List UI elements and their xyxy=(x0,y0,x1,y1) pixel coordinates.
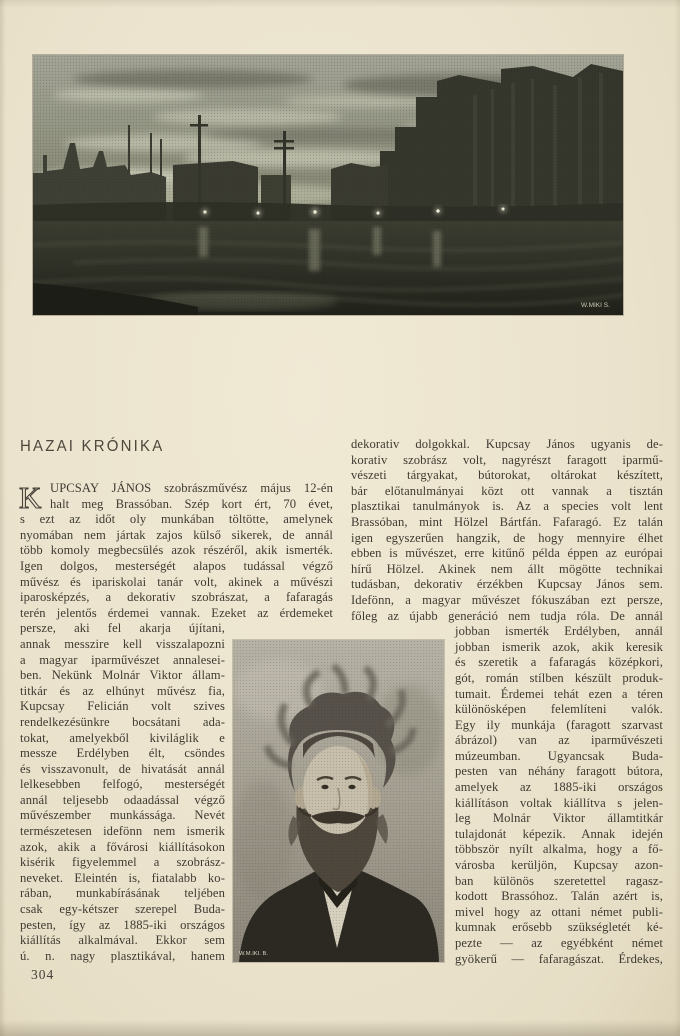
portrait-signature: W.M.IKI. B. xyxy=(239,951,268,957)
text-line: messze Erdélyben élt, csöndes xyxy=(20,746,225,761)
text-line: a magyar iparművészet annalesei- xyxy=(20,652,225,667)
text-line: ben. Nekünk Molnár Viktor állam- xyxy=(20,668,225,683)
text-line: annak messzire kell visszalapozni xyxy=(20,636,225,651)
text-line: hírű Hölzel. Akinek nem állt mögötte technikai xyxy=(351,561,663,576)
text-line: többször nyílt alkalma, hogy a fő- xyxy=(455,842,663,857)
text-line: jobban ismerik azok, akik keresik xyxy=(455,639,663,654)
text-line: gyökerű — fafaragászat. Érdekes, xyxy=(455,951,663,966)
text-line: kiállítás alkalmával. Ekkor sem xyxy=(20,933,225,948)
text-line: dekorativ dolgokkal. Kupcsay János ugyanis de- xyxy=(351,437,663,451)
text-line: múzeumban. Ugyancsak Buda- xyxy=(455,748,663,763)
text-line: igen egyszerűen hangzik, de hogy mennyire élhet xyxy=(351,530,663,545)
cityscape-dusk-image xyxy=(33,55,623,315)
landscape-signature: W.MIKI S. xyxy=(581,302,610,309)
text-line: bár előtanulmányai közt ott vannak a tisztán xyxy=(351,483,663,498)
text-line: kodott Brassóhoz. Talán azért is, xyxy=(455,889,663,904)
opening-paragraph xyxy=(20,481,333,512)
text-line: Igen dolgos, mesterségét alapos tudással végző xyxy=(20,558,333,573)
text-line: és szeretik a fafaragás középkori, xyxy=(455,655,663,670)
text-line: természetesen idefönn nem ismerik xyxy=(20,824,225,839)
text-line: mivel hogy az ottani német publi- xyxy=(455,904,663,919)
text-line: korativ szobrász volt, nagyrészt faragott iparmű- xyxy=(351,452,663,467)
text-line: kumnak erősebb szükségletét ké- xyxy=(455,920,663,935)
text-line: és visszavonult, de hivatását annál xyxy=(20,761,225,776)
opening-lines xyxy=(20,481,333,512)
text-line: gót, román stílben készült produk- xyxy=(455,670,663,685)
text-line: kisérik figyelemmel a szobrász- xyxy=(20,855,225,870)
halftone-overlay xyxy=(33,55,623,315)
left-narrow-lines xyxy=(20,621,225,964)
text-line: lelkesebben felfogó, mesterségét xyxy=(20,777,225,792)
landscape-plate xyxy=(33,55,623,315)
text-line: rában, munkabírásának teljében xyxy=(20,886,225,901)
text-line: persze, aki fel akarja újítani, xyxy=(20,621,225,636)
text-line: tulajdonát képezik. Annak idején xyxy=(455,826,663,841)
text-line: tudásban, dekorativ érzékben Kupcsay János sem. xyxy=(351,577,663,592)
portrait-photo xyxy=(233,640,444,962)
bearded-man-portrait-image xyxy=(233,640,444,962)
text-line: csak egy-kétszer szerepel Buda- xyxy=(20,902,225,917)
text-line: neveket. Eleintén is, fiatalabb ko- xyxy=(20,870,225,885)
text-line: nyomában nem jártak zajos külső sikerek, de annál xyxy=(20,527,333,542)
text-line: tumait. Érdemei tehát ezen a téren xyxy=(455,686,663,701)
text-line: ebben is művészet, erre kitűnő példa éppen az európai xyxy=(351,546,663,561)
text-line: ban különös szeretettel ragasz- xyxy=(455,873,663,888)
text-line: ú. n. nagy plasztikával, hanem xyxy=(20,948,225,963)
text-line: ábrázol) van az iparművészeti xyxy=(455,733,663,748)
text-line: különösképen felemlíteni valók. xyxy=(455,702,663,717)
halftone-overlay xyxy=(233,640,444,962)
text-line: rendelkezésünkre bocsátani ada- xyxy=(20,714,225,729)
svg-text:K: K xyxy=(19,481,42,514)
text-line: több komoly megbecsülés azok részéről, akik ismerték. xyxy=(20,543,333,558)
text-line: iparosképzés, a dekorativ szobrászat, a fafaragás xyxy=(20,590,333,605)
text-line: Kupcsay Felicián volt szives xyxy=(20,699,225,714)
text-line: Brassóban, mint Hölzel Bártfán. Fafaragó. Ez talán xyxy=(351,514,663,529)
text-line: pesten, így az 1885-iki országos xyxy=(20,917,225,932)
right-narrow-lines xyxy=(455,624,663,967)
text-line: vészeti tárgyakat, bútorokat, oltárokat készített, xyxy=(351,468,663,483)
text-line: jobban ismerték Erdélyben, annál xyxy=(455,624,663,639)
drop-cap-initial xyxy=(17,481,49,514)
text-line: kiállításon voltak kiállítva s jelen- xyxy=(455,795,663,810)
left-wide-lines xyxy=(20,512,333,621)
page-number: 304 xyxy=(31,967,55,982)
text-line: főleg az újabb generáció nem tudja róla. De annál xyxy=(351,608,663,623)
text-line: terén jelentős érdemei vannak. Ezeket az érdemeket xyxy=(20,605,333,620)
text-line: Egy ily munkája (faragott szarvast xyxy=(455,717,663,732)
text-line: halt meg Brassóban. Szép kort ért, 70 évet, xyxy=(50,496,333,511)
text-line: UPCSAY JÁNOS szobrászművész május 12-én xyxy=(50,481,333,495)
text-line: pezte — az egyébként német xyxy=(455,936,663,950)
text-line: tokat, amelyekből kiviláglik e xyxy=(20,730,225,745)
text-line: s ezt az időt oly munkában töltötte, amelynek xyxy=(20,512,333,527)
text-line: művész és ipariskolai tanár volt, akinek a művészi xyxy=(20,574,333,589)
text-line: titkár és az elhúnyt művész fia, xyxy=(20,683,225,698)
section-heading: HAZAI KRÓNIKA xyxy=(20,437,165,456)
text-line: Idefönn, a magyar művészet fókuszában ezt persze, xyxy=(351,592,663,607)
right-wide-lines xyxy=(351,437,663,624)
text-line: plasztikai tanulmányok is. Az a species volt lent xyxy=(351,499,663,514)
text-line: azok, akik a fővárosi kiállításokon xyxy=(20,839,225,854)
text-line: művészember munkássága. Nevét xyxy=(20,808,225,823)
text-line: városba kerüljön, Kupcsay azon- xyxy=(455,858,663,873)
text-line: pesten van néhány faragott bútora, xyxy=(455,764,663,779)
text-line: leg Molnár Viktor államtitkár xyxy=(455,811,663,826)
text-line: amelyek az 1885-iki országos xyxy=(455,780,663,795)
text-line: annál teljesebb odaadással végző xyxy=(20,792,225,807)
